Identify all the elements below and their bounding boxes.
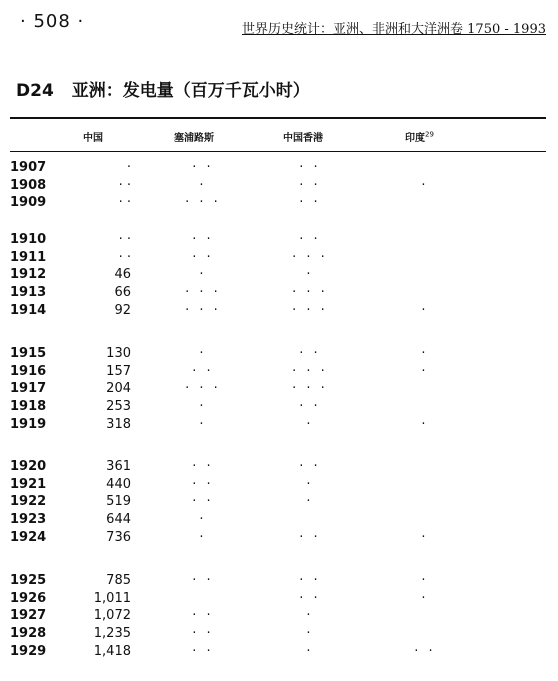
cell-india	[400, 607, 450, 625]
row-year: 1922	[10, 494, 47, 510]
cell-china: · ·	[118, 249, 131, 265]
row-year: 1923	[10, 512, 47, 528]
table-title-text: 亚洲：发电量（百万千瓦小时）	[71, 81, 310, 101]
row-year: 1920	[10, 459, 47, 474]
column-header-india-label: 印度	[405, 133, 425, 144]
cell-hongkong: ·	[306, 267, 314, 283]
cell-cyprus	[178, 590, 228, 608]
header-rule	[10, 151, 546, 152]
cell-cyprus: · · ·	[185, 195, 221, 211]
cell-china: 46	[114, 267, 131, 283]
cell-hongkong: · · ·	[292, 249, 328, 265]
cell-cyprus: · ·	[192, 476, 214, 492]
cell-china: 66	[114, 285, 131, 301]
cell-cyprus: ·	[199, 399, 207, 415]
row-year: 1911	[10, 249, 47, 265]
cell-hongkong: · ·	[299, 459, 321, 474]
cell-cyprus: · ·	[192, 626, 214, 642]
cell-hongkong: ·	[306, 476, 314, 492]
cell-cyprus: · ·	[192, 573, 214, 588]
row-year: 1909	[10, 195, 47, 211]
cell-cyprus: ·	[199, 267, 207, 283]
cell-india	[400, 380, 450, 398]
page-number: · 508 ·	[20, 11, 85, 32]
cell-india	[400, 194, 450, 212]
cell-hongkong: · · ·	[292, 363, 328, 379]
cell-cyprus: · ·	[192, 232, 214, 247]
cell-china: · ·	[118, 195, 131, 211]
row-year: 1921	[10, 476, 47, 492]
running-header	[16, 6, 546, 36]
cell-china: 1,011	[93, 590, 131, 606]
cell-cyprus: ·	[199, 529, 207, 545]
row-year: 1925	[10, 573, 47, 588]
cell-hongkong: · ·	[299, 232, 321, 247]
row-year: 1914	[10, 302, 47, 318]
cell-hongkong: · ·	[299, 346, 321, 361]
india-footnote-ref: 29	[425, 130, 434, 139]
cell-cyprus: · ·	[192, 459, 214, 474]
cell-india: ·	[421, 302, 429, 318]
cell-india	[400, 249, 450, 267]
cell-hongkong	[285, 511, 335, 529]
cell-hongkong: ·	[306, 494, 314, 510]
cell-china: 736	[106, 529, 131, 545]
cell-china: 519	[106, 494, 131, 510]
cell-india: ·	[421, 416, 429, 432]
row-year: 1919	[10, 416, 47, 432]
running-title: 世界历史统计：亚洲、非洲和大洋洲卷 1750 - 1993	[242, 22, 546, 37]
table-code: D24	[16, 81, 54, 101]
row-year: 1915	[10, 346, 47, 361]
cell-china: 92	[114, 302, 131, 318]
cell-india: ·	[421, 363, 429, 379]
top-rule	[10, 117, 546, 119]
row-year: 1929	[10, 643, 47, 659]
row-year: 1926	[10, 590, 47, 606]
cell-india	[400, 458, 450, 476]
cell-india: ·	[421, 573, 429, 588]
row-year: 1928	[10, 626, 47, 642]
row-year: 1910	[10, 232, 47, 247]
cell-hongkong: · ·	[299, 195, 321, 211]
cell-india	[400, 159, 450, 177]
cell-cyprus: ·	[199, 416, 207, 432]
cell-china: 318	[106, 416, 131, 432]
cell-china: 1,235	[93, 626, 131, 642]
cell-hongkong: · ·	[299, 590, 321, 606]
cell-china: 1,418	[93, 643, 131, 659]
cell-hongkong: ·	[306, 626, 314, 642]
cell-china: 253	[106, 399, 131, 415]
cell-cyprus: · · ·	[185, 302, 221, 318]
cell-cyprus: · ·	[192, 160, 214, 175]
cell-hongkong: · ·	[299, 529, 321, 545]
cell-cyprus: · · ·	[185, 381, 221, 397]
cell-cyprus: · · ·	[185, 285, 221, 301]
cell-hongkong: · ·	[299, 160, 321, 175]
cell-india	[400, 398, 450, 416]
row-year: 1918	[10, 399, 47, 415]
cell-india	[400, 493, 450, 511]
cell-india: · ·	[414, 643, 436, 659]
cell-china: · ·	[118, 232, 131, 247]
row-year: 1927	[10, 608, 47, 624]
row-year: 1907	[10, 160, 47, 175]
cell-hongkong: ·	[306, 643, 314, 659]
cell-hongkong: · · ·	[292, 381, 328, 397]
column-header-india	[405, 129, 434, 144]
cell-india	[400, 231, 450, 249]
cell-china: 1,072	[93, 608, 131, 624]
cell-hongkong: · ·	[299, 399, 321, 415]
cell-india	[400, 284, 450, 302]
cell-china: 204	[106, 381, 131, 397]
cell-hongkong: · ·	[299, 177, 321, 193]
cell-india	[400, 511, 450, 529]
cell-china: 157	[106, 363, 131, 379]
cell-hongkong: ·	[306, 416, 314, 432]
cell-india: ·	[421, 177, 429, 193]
cell-china: 644	[106, 512, 131, 528]
cell-india: ·	[421, 590, 429, 606]
row-year: 1912	[10, 267, 47, 283]
row-year: 1913	[10, 285, 47, 301]
cell-china: 361	[106, 459, 131, 474]
cell-cyprus: · ·	[192, 608, 214, 624]
row-year: 1908	[10, 177, 47, 193]
cell-cyprus: · ·	[192, 249, 214, 265]
cell-cyprus: · ·	[192, 363, 214, 379]
cell-hongkong: · ·	[299, 573, 321, 588]
cell-india	[400, 476, 450, 494]
column-header-cyprus: 塞浦路斯	[174, 133, 214, 144]
cell-cyprus: · ·	[192, 643, 214, 659]
cell-cyprus: ·	[199, 346, 207, 361]
cell-cyprus: ·	[199, 512, 207, 528]
cell-cyprus: ·	[199, 177, 207, 193]
cell-cyprus: · ·	[192, 494, 214, 510]
column-header-hongkong: 中国香港	[283, 133, 323, 144]
table-title	[16, 76, 310, 101]
cell-china: 785	[106, 573, 131, 588]
cell-china: 130	[106, 346, 131, 361]
cell-hongkong: · · ·	[292, 285, 328, 301]
cell-china: 440	[106, 476, 131, 492]
cell-india: ·	[421, 529, 429, 545]
column-header-china: 中国	[83, 133, 103, 144]
row-year: 1917	[10, 381, 47, 397]
row-year: 1924	[10, 529, 47, 545]
row-year: 1916	[10, 363, 47, 379]
cell-hongkong: ·	[306, 608, 314, 624]
cell-india: ·	[421, 346, 429, 361]
cell-china: · ·	[118, 177, 131, 193]
cell-china: ·	[126, 160, 131, 175]
cell-hongkong: · · ·	[292, 302, 328, 318]
cell-india	[400, 266, 450, 284]
cell-india	[400, 625, 450, 643]
